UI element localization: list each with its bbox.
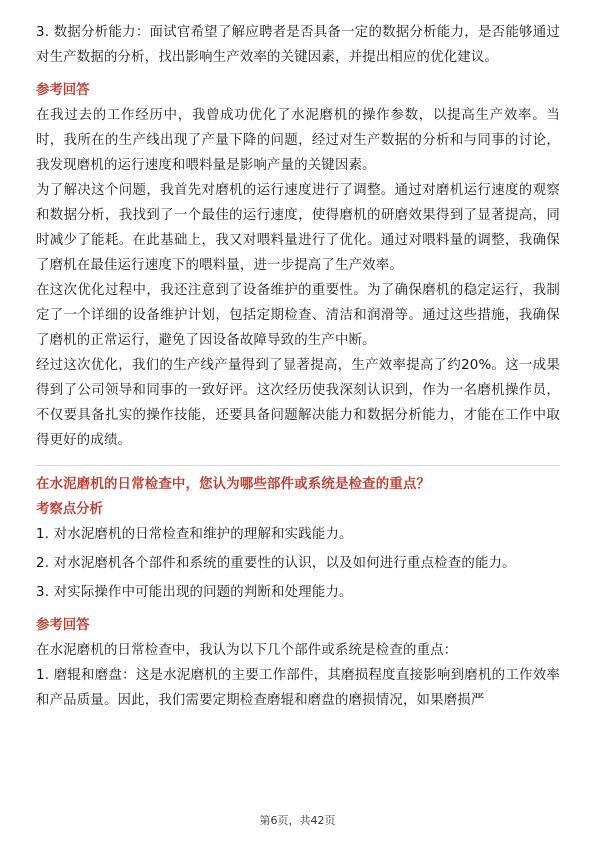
section-divider: [36, 465, 560, 466]
answer-point-1: 1. 磨辊和磨盘：这是水泥磨机的主要工作部件，其磨损程度直接影响到磨机的工作效率和产品质量。因此，我们需要定期检查磨辊和磨盘的磨损情况，如果磨损严: [36, 668, 560, 708]
answer-paragraph-4: 经过这次优化，我们的生产线产量得到了显著提高，生产效率提高了约20%。这一成果得到了公司领导和同事的一致好评。这次经历使我深刻认识到，作为一名磨机操作员，不仅要具备扎实的操作技能，还要具备问题解决能力和数据分析能力，才能在工作中取得更好的成绩。: [36, 358, 560, 448]
evaluation-point-3: 3. 数据分析能力：面试官希望了解应聘者是否具备一定的数据分析能力，是否能够通过对生产数据的分析，找出影响生产效率的关键因素，并提出相应的优化建议。: [36, 25, 560, 65]
answer-paragraph-2: 为了解决这个问题，我首先对磨机的运行速度进行了调整。通过对磨机运行速度的观察和数据分析，我找到了一个最佳的运行速度，使得磨机的研磨效果得到了显著提高，同时减少了能耗。在此基础上，我又对喂料量进行了优化。通过对喂料量的调整，我确保了磨机在最佳运行速度下的喂料量，进一步提高了生产效率。: [36, 183, 560, 273]
analysis-item-1: 1. 对水泥磨机的日常检查和维护的理解和实践能力。: [36, 527, 353, 542]
page-number: 第6页，共42页: [259, 814, 336, 827]
answer-paragraph-1: 在我过去的工作经历中，我曾成功优化了水泥磨机的操作参数，以提高生产效率。当时，我所在的生产线出现了产量下降的问题，经过对生产数据的分析和与同事的讨论，我发现磨机的运行速度和喂料量是影响产量的关键因素。: [36, 108, 560, 173]
answer-intro: 在水泥磨机的日常检查中，我认为以下几个部件或系统是检查的重点：: [36, 643, 458, 658]
reference-answer-heading-2: 参考回答: [36, 618, 90, 633]
answer-paragraph-3: 在这次优化过程中，我还注意到了设备维护的重要性。为了确保磨机的稳定运行，我制定了一个详细的设备维护计划，包括定期检查、清洁和润滑等。通过这些措施，我确保了磨机的正常运行，避免了因设备故障导致的生产中断。: [36, 283, 560, 348]
interview-question: 在水泥磨机的日常检查中，您认为哪些部件或系统是检查的重点？: [36, 477, 431, 492]
analysis-item-2: 2. 对水泥磨机各个部件和系统的重要性的认识，以及如何进行重点检查的能力。: [36, 556, 516, 571]
document-content: [36, 20, 560, 713]
reference-answer-heading: 参考回答: [36, 83, 90, 98]
analysis-item-3: 3. 对实际操作中可能出现的问题的判断和处理能力。: [36, 585, 353, 600]
analysis-heading: 考察点分析: [36, 502, 103, 517]
